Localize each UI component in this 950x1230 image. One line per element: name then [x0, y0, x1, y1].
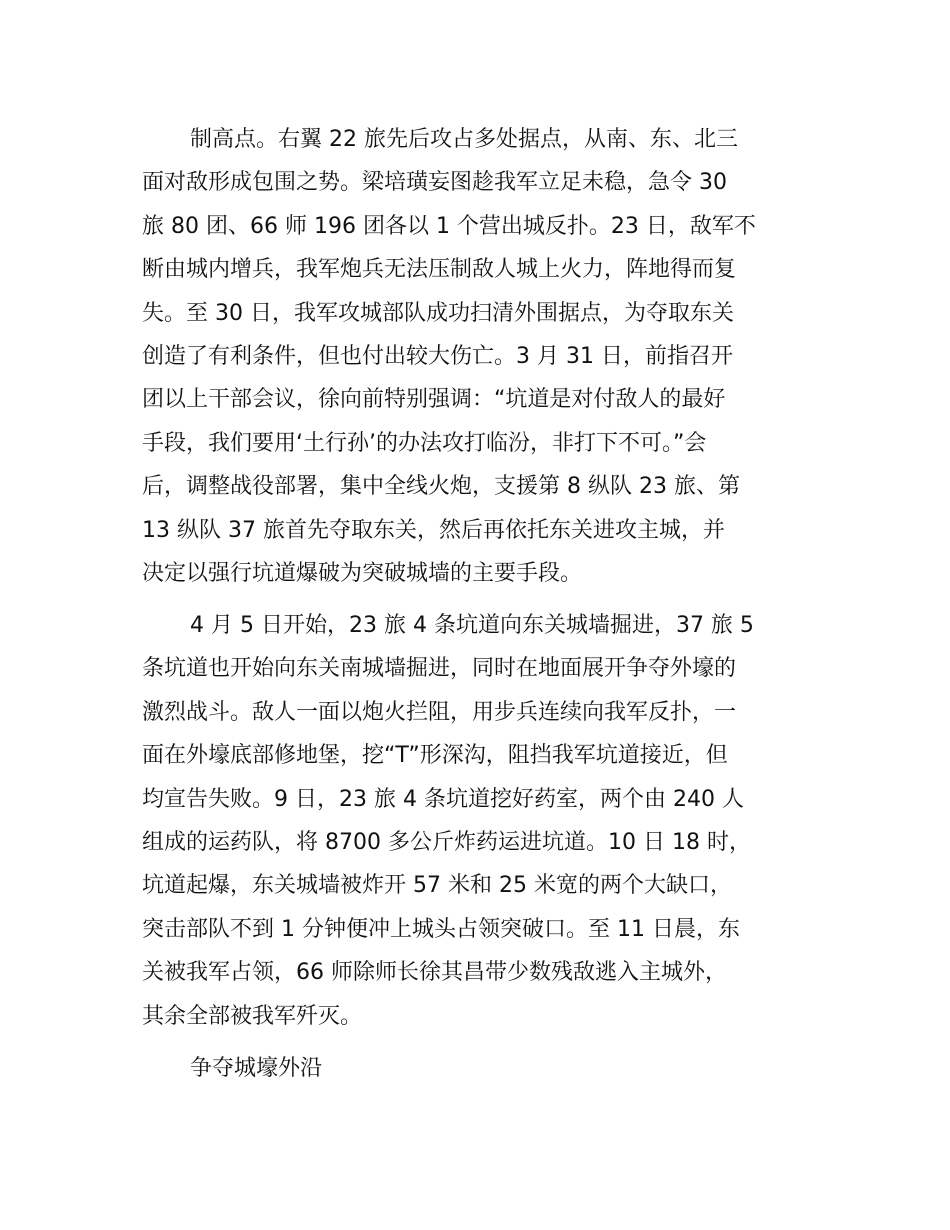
section-heading: [142, 1047, 842, 1090]
text-line: 突击部队不到 1 分钟便冲上城头占领突破口。至 11 日晨，东: [142, 916, 740, 942]
text-line: 4 月 5 日开始，23 旅 4 条坑道向东关城墙掘进，37 旅 5: [190, 613, 754, 638]
text-line: 面对敌形成包围之势。梁培璜妄图趁我军立足未稳，急令 30: [142, 170, 727, 196]
text-line: 创造了有利条件，但也付出较大伤亡。3 月 31 日，前指召开: [142, 343, 733, 369]
heading-text: 争夺城壕外沿: [190, 1056, 323, 1081]
text-line: 断由城内增兵，我军炮兵无法压制敌人城上火力，阵地得而复: [142, 257, 737, 283]
text-line: 坑道起爆，东关城墙被炸开 57 米和 25 米宽的两个大缺口，: [142, 873, 732, 899]
text-line: 制高点。右翼 22 旅先后攻占多处据点，从南、东、北三: [190, 127, 738, 152]
text-line: 决定以强行坑道爆破为突破城墙的主要手段。: [142, 560, 583, 586]
text-line: 激烈战斗。敌人一面以炮火拦阻，用步兵连续向我军反扑，一: [142, 699, 737, 725]
text-line: 旅 80 团、66 师 196 团各以 1 个营出城反扑。23 日，敌军不: [142, 213, 756, 239]
paragraph-1: [142, 118, 842, 595]
text-line: 手段，我们要用‘土行孙’的办法攻打临汾，非打下不可。”会: [142, 430, 707, 456]
text-line: 组成的运药队，将 8700 多公斤炸药运进坑道。10 日 18 时，: [142, 829, 751, 855]
text-line: 后，调整战役部署，集中全线火炮，支援第 8 纵队 23 旅、第: [142, 474, 740, 500]
text-line: 条坑道也开始向东关南城墙掘进，同时在地面展开争夺外壕的: [142, 656, 737, 682]
text-line: 关被我军占领，66 师除师长徐其昌带少数残敌逃入主城外，: [142, 960, 727, 986]
text-line: 面在外壕底部修地堡，挖“T”形深沟，阻挡我军坑道接近，但: [142, 743, 728, 769]
text-line: 失。至 30 日，我军攻城部队成功扫清外围据点，为夺取东关: [142, 300, 734, 326]
text-line: 均宣告失败。9 日，23 旅 4 条坑道挖好药室，两个由 240 人: [142, 786, 744, 812]
paragraph-2: [142, 604, 842, 1038]
text-line: 其余全部被我军歼灭。: [142, 1003, 363, 1029]
text-line: 13 纵队 37 旅首先夺取东关，然后再依托东关进攻主城，并: [142, 517, 725, 543]
text-line: 团以上干部会议，徐向前特别强调：“坑道是对付敌人的最好: [142, 387, 726, 413]
